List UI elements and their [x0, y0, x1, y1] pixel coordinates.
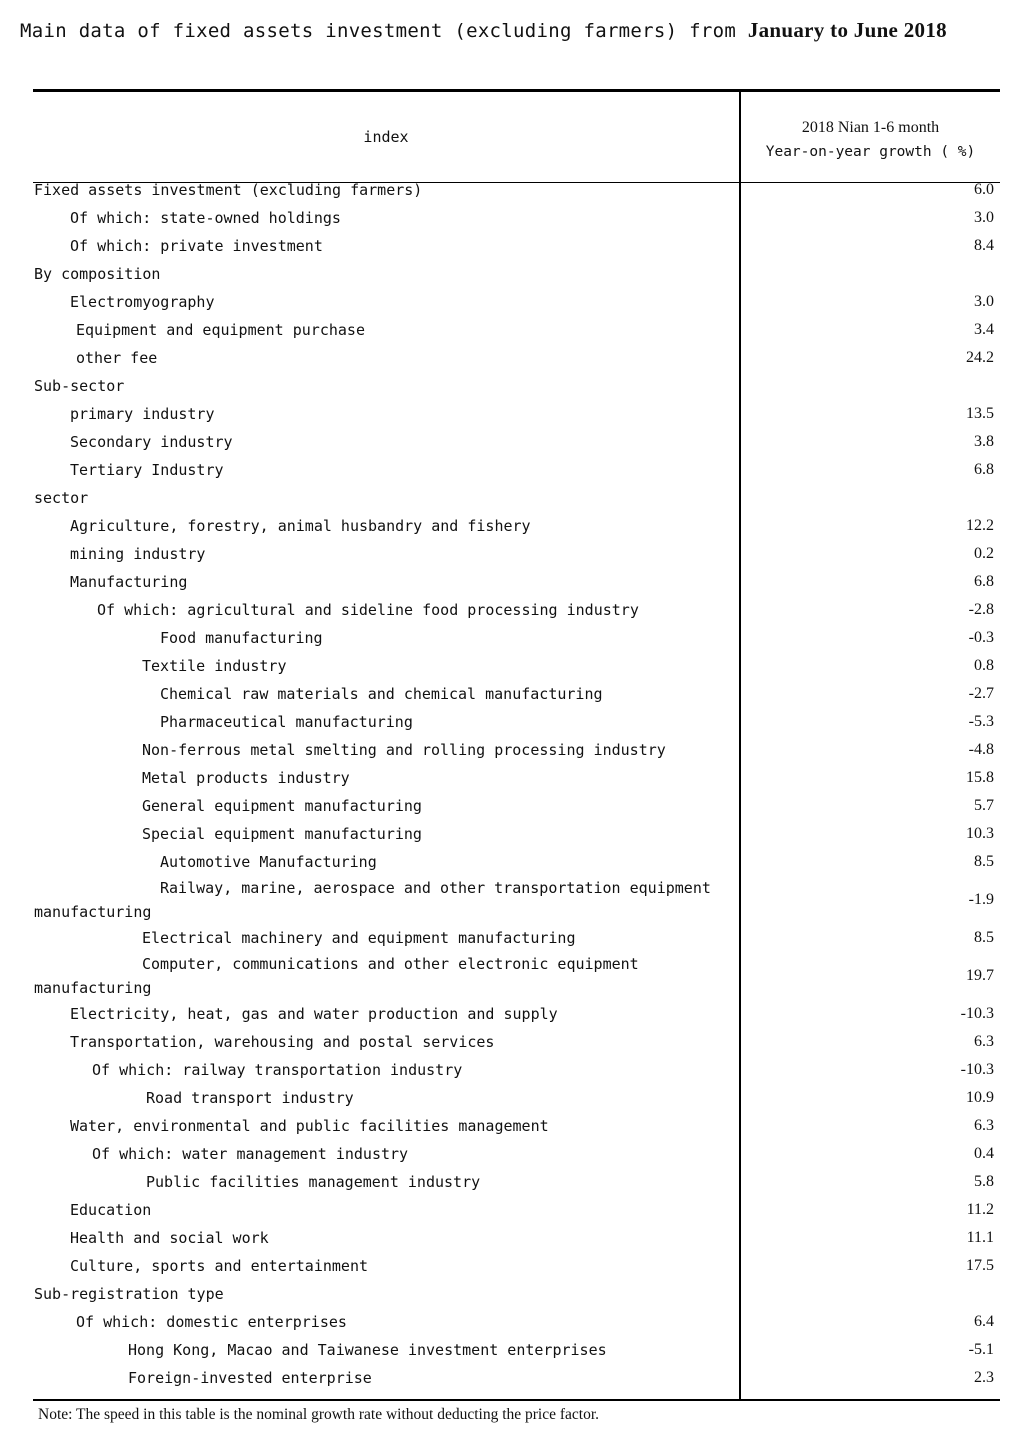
row-value: 8.5 — [974, 853, 994, 870]
row-value: 17.5 — [966, 1257, 994, 1274]
row-label: Equipment and equipment purchase — [76, 321, 365, 339]
row-value: 6.8 — [974, 461, 994, 478]
row-value: 19.7 — [966, 967, 994, 984]
row-label: Electricity, heat, gas and water production and supply — [70, 1005, 558, 1023]
row-value: 6.3 — [974, 1117, 994, 1134]
row-value: 3.4 — [974, 321, 994, 338]
row-label: Secondary industry — [70, 433, 233, 451]
row-label: Of which: agricultural and sideline food processing industry — [97, 601, 639, 619]
row-value: 6.0 — [974, 181, 994, 198]
row-label: Culture, sports and entertainment — [70, 1257, 369, 1275]
row-label: sector — [34, 489, 89, 507]
row-value: 5.7 — [974, 797, 994, 814]
row-label: Public facilities management industry — [146, 1173, 481, 1191]
row-label: Of which: private investment — [70, 237, 323, 255]
row-value: 10.3 — [966, 825, 994, 842]
row-label: Sub-sector — [34, 377, 125, 395]
row-value: 3.0 — [974, 293, 994, 310]
row-value: 8.4 — [974, 237, 994, 254]
row-label: Of which: domestic enterprises — [76, 1313, 347, 1331]
title-period: January to June 2018 — [747, 18, 947, 42]
row-value: 12.2 — [966, 517, 994, 534]
row-label: Of which: water management industry — [92, 1145, 409, 1163]
row-label: Tertiary Industry — [70, 461, 224, 479]
row-value: 3.0 — [974, 209, 994, 226]
row-label-continued: manufacturing — [34, 903, 152, 921]
row-value: 0.4 — [974, 1145, 994, 1162]
row-value: -5.3 — [968, 713, 994, 730]
row-value: -4.8 — [968, 741, 994, 758]
row-label: Electromyography — [70, 293, 215, 311]
row-label: Education — [70, 1201, 152, 1219]
header-growth-label: Year-on-year growth ( %) — [765, 144, 976, 160]
data-table — [33, 89, 1000, 1401]
row-value: -2.7 — [968, 685, 994, 702]
row-label: Of which: railway transportation industry — [92, 1061, 463, 1079]
row-label: Hong Kong, Macao and Taiwanese investment enterprises — [128, 1341, 607, 1359]
row-value: 0.2 — [974, 545, 994, 562]
row-value: 6.4 — [974, 1313, 994, 1330]
row-value: -10.3 — [960, 1005, 994, 1022]
row-label: Transportation, warehousing and postal services — [70, 1033, 495, 1051]
row-label: Sub-registration type — [34, 1285, 224, 1303]
row-value: -1.9 — [968, 891, 994, 908]
row-label: Chemical raw materials and chemical manufacturing — [160, 685, 603, 703]
row-label: Computer, communications and other electronic equipment — [142, 955, 639, 973]
row-label: Road transport industry — [146, 1089, 354, 1107]
row-label: Manufacturing — [70, 573, 188, 591]
row-label: primary industry — [70, 405, 215, 423]
title-main: Main data of fixed assets investment (excluding farmers) from — [20, 20, 748, 42]
header-growth — [741, 116, 1000, 164]
row-label: By composition — [34, 265, 161, 283]
row-label: Electrical machinery and equipment manufacturing — [142, 929, 576, 947]
row-value: -5.1 — [968, 1341, 994, 1358]
row-value: 24.2 — [966, 349, 994, 366]
row-label: Metal products industry — [142, 769, 350, 787]
row-label-continued: manufacturing — [34, 979, 152, 997]
row-value: 13.5 — [966, 405, 994, 422]
footnote: Note: The speed in this table is the nominal growth rate without deducting the price factor. — [38, 1406, 600, 1423]
row-value: 2.3 — [974, 1369, 994, 1386]
row-value: 6.3 — [974, 1033, 994, 1050]
row-label: Special equipment manufacturing — [142, 825, 422, 843]
row-value: 5.8 — [974, 1173, 994, 1190]
row-label: Food manufacturing — [160, 629, 323, 647]
row-value: 11.2 — [966, 1201, 994, 1218]
row-value: 8.5 — [974, 929, 994, 946]
row-label: Foreign-invested enterprise — [128, 1369, 372, 1387]
row-value: -2.8 — [968, 601, 994, 618]
row-label: Railway, marine, aerospace and other transportation equipment — [160, 879, 711, 897]
row-label: Health and social work — [70, 1229, 269, 1247]
row-label: Non-ferrous metal smelting and rolling processing industry — [142, 741, 666, 759]
row-label: Of which: state-owned holdings — [70, 209, 341, 227]
header-index: index — [363, 128, 409, 146]
row-value: 15.8 — [966, 769, 994, 786]
row-label: Pharmaceutical manufacturing — [160, 713, 413, 731]
page-title — [20, 18, 1015, 43]
row-value: 10.9 — [966, 1089, 994, 1106]
row-value: 11.1 — [966, 1229, 994, 1246]
row-label: Automotive Manufacturing — [160, 853, 377, 871]
header-growth-period: 2018 Nian 1-6 month — [801, 119, 940, 136]
row-label: Fixed assets investment (excluding farmers) — [34, 181, 423, 199]
row-value: -0.3 — [968, 629, 994, 646]
row-label: General equipment manufacturing — [142, 797, 422, 815]
row-label: Agriculture, forestry, animal husbandry and fishery — [70, 517, 531, 535]
row-value: 3.8 — [974, 433, 994, 450]
row-value: 0.8 — [974, 657, 994, 674]
row-label: mining industry — [70, 545, 206, 563]
row-value: 6.8 — [974, 573, 994, 590]
row-label: Textile industry — [142, 657, 287, 675]
row-label: Water, environmental and public facilities management — [70, 1117, 549, 1135]
row-label: other fee — [76, 349, 158, 367]
row-value: -10.3 — [960, 1061, 994, 1078]
